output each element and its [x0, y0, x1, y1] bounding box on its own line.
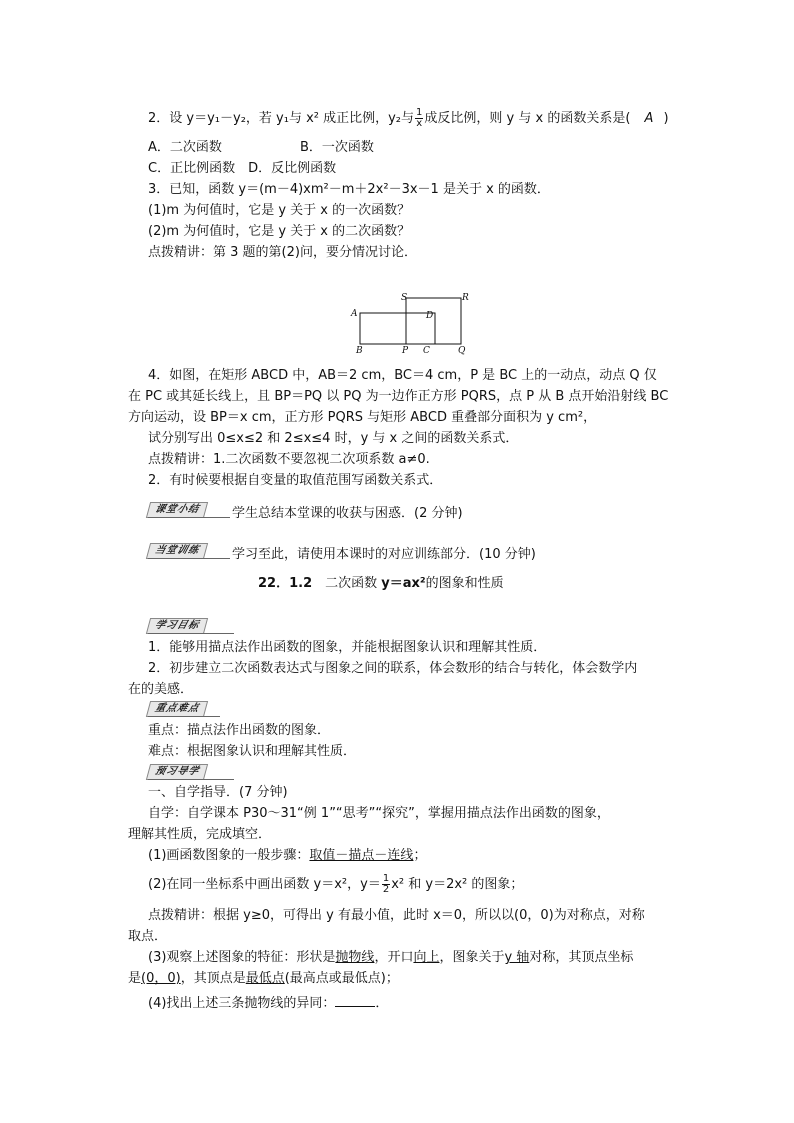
problem-4-line-3: 方向运动，设 BP＝x cm，正方形 PQRS 与矩形 ABCD 重叠部分面积为 y cm²， — [128, 410, 597, 425]
label-d: D — [426, 311, 434, 321]
hint-line-2: 取点． — [128, 929, 168, 944]
problem-2-text: 2．设 y＝y₁－y₂，若 y₁与 x² 成正比例，y₂与 — [148, 111, 415, 126]
fraction-denominator: x — [416, 118, 423, 129]
problem-4-line-4: 试分别写出 0≤x≤2 和 2≤x≤4 时，y 与 x 之间的函数关系式． — [148, 431, 519, 446]
q3-answer-vertex: (0，0) — [141, 971, 181, 986]
label-p: P — [402, 346, 409, 356]
label-a: A — [351, 309, 358, 319]
fraction-1-over-x — [415, 108, 423, 129]
label-r: R — [462, 293, 469, 303]
question-3-line-2 — [128, 969, 399, 989]
question-2 — [148, 874, 523, 895]
goal-1: 1．能够用描点法作出函数的图象，并能根据图象认识和理解其性质． — [148, 640, 547, 655]
q3-text-2: ，开口 — [374, 950, 414, 965]
answer-blank[interactable] — [335, 994, 375, 1007]
section-title-a: 二次函数 — [312, 576, 382, 591]
fraction-denominator: 2 — [382, 884, 390, 895]
section-number: 22．1.2 — [258, 576, 313, 591]
problem-2-answer: A — [644, 111, 654, 126]
question-4 — [148, 994, 388, 1014]
q3-text-3: ，图象关于 — [439, 950, 505, 965]
problem-2-text-cont: 成反比例，则 y 与 x 的函数关系是( — [424, 111, 631, 126]
goal-2-line-2: 在的美感． — [128, 682, 194, 697]
question-2-text: (2)在同一坐标系中画出函数 y＝x²，y＝ — [148, 877, 381, 892]
label-b: B — [356, 346, 363, 356]
option-c-d: C．正比例函数 D．反比例函数 — [148, 161, 337, 176]
self-study-heading: 一、自学指导．(7 分钟) — [148, 785, 288, 800]
section-title-c: 的图象和性质 — [425, 576, 504, 591]
question-4-text: (4)找出上述三条抛物线的异同： — [148, 996, 336, 1011]
section-title — [258, 574, 504, 594]
problem-3-hint: 点拨精讲：第 3 题的第(2)问，要分情况讨论． — [148, 245, 417, 260]
section-title-formula: y＝ax² — [381, 576, 426, 591]
label-c: C — [423, 346, 430, 356]
keys-banner-line — [148, 716, 220, 717]
preview-banner — [148, 764, 234, 780]
goal-2-line-1: 2．初步建立二次函数表达式与图象之间的联系，体会数形的结合与转化，体会数学内 — [148, 661, 638, 676]
practice-text: 学习至此，请使用本课时的对应训练部分．(10 分钟) — [232, 547, 536, 562]
key-point: 重点：描点法作出函数的图象． — [148, 723, 331, 738]
question-1 — [148, 846, 426, 866]
problem-3-line-2: (1)m 为何值时，它是 y 关于 x 的一次函数？ — [148, 203, 411, 218]
rectangle-abcd — [360, 313, 435, 344]
option-a: A．二次函数 — [148, 140, 222, 155]
difficult-point: 难点：根据图象认识和理解其性质． — [148, 744, 357, 759]
q3-text-1: (3)观察上述图象的特征：形状是 — [148, 950, 336, 965]
problem-3-line-3: (2)m 为何值时，它是 y 关于 x 的二次函数？ — [148, 224, 411, 239]
goals-banner-line — [148, 633, 234, 634]
q3-answer-opening: 向上 — [413, 950, 440, 965]
hint-line-1: 点拨精讲：根据 y≥0，可得出 y 有最小值，此时 x＝0，所以以(0，0)为对称点，对称 — [148, 908, 645, 923]
q3-text-6: ，其顶点是 — [180, 971, 246, 986]
problem-2-close: ) — [663, 111, 669, 126]
question-3-line-1 — [148, 948, 633, 968]
square-pqrs — [406, 298, 461, 344]
fraction-numerator: 1 — [382, 873, 390, 884]
practice-banner-line — [148, 558, 230, 559]
q3-answer-lowest: 最低点 — [245, 971, 285, 986]
problem-4-hint-1: 点拨精讲：1.二次函数不要忽视二次项系数 a≠0. — [148, 452, 430, 467]
self-study-line-2: 理解其性质，完成填空． — [128, 827, 272, 842]
problem-4-line-2: 在 PC 或其延长线上，且 BP＝PQ 以 PQ 为一边作正方形 PQRS，点 P 从 B 点开始沿射线 BC — [128, 389, 669, 404]
preview-banner-line — [148, 779, 234, 780]
problem-3-line-1: 3．已知，函数 y＝(m－4)xm²－m＋2x²－3x－1 是关于 x 的函数． — [148, 182, 550, 197]
summary-tag: 课堂小结 — [146, 502, 208, 518]
label-q: Q — [458, 346, 466, 356]
fraction-1-over-2 — [382, 874, 390, 895]
keys-tag: 重点难点 — [146, 701, 208, 717]
goals-banner — [148, 618, 234, 634]
summary-text: 学生总结本堂课的收获与困惑．(2 分钟) — [232, 506, 463, 521]
question-1-answer: 取值－描点－连线 — [309, 848, 414, 863]
goals-tag: 学习目标 — [146, 618, 208, 634]
question-4-end: ． — [375, 996, 389, 1011]
q3-text-7: (最高点或最低点)； — [284, 971, 399, 986]
summary-banner — [148, 502, 230, 518]
label-s: S — [401, 293, 408, 303]
preview-tag: 预习导学 — [146, 764, 208, 780]
option-b: B．一次函数 — [300, 140, 374, 155]
summary-banner-line — [148, 517, 230, 518]
question-2-text-cont: x² 和 y＝2x² 的图象； — [391, 877, 524, 892]
problem-4-hint-2: 2．有时候要根据自变量的取值范围写函数关系式． — [148, 473, 443, 488]
q3-text-4: 对称，其顶点坐标 — [529, 950, 634, 965]
question-1-text: (1)画函数图象的一般步骤： — [148, 848, 310, 863]
practice-banner — [148, 543, 230, 559]
question-1-end: ； — [413, 848, 427, 863]
problem-2 — [148, 108, 669, 129]
rectangle-square-figure — [340, 290, 480, 360]
problem-4-line-1: 4．如图，在矩形 ABCD 中，AB＝2 cm，BC＝4 cm，P 是 BC 上的一动点，动点 Q 仅 — [148, 368, 657, 383]
q3-answer-axis: y 轴 — [504, 950, 530, 965]
fraction-numerator: 1 — [416, 107, 423, 118]
q3-text-5: 是 — [128, 971, 142, 986]
q3-answer-shape: 抛物线 — [335, 950, 375, 965]
keys-banner — [148, 701, 220, 717]
practice-tag: 当堂训练 — [146, 543, 208, 559]
self-study-line-1: 自学：自学课本 P30～31“例 1”“思考”“探究”，掌握用描点法作出函数的图象， — [148, 806, 610, 821]
